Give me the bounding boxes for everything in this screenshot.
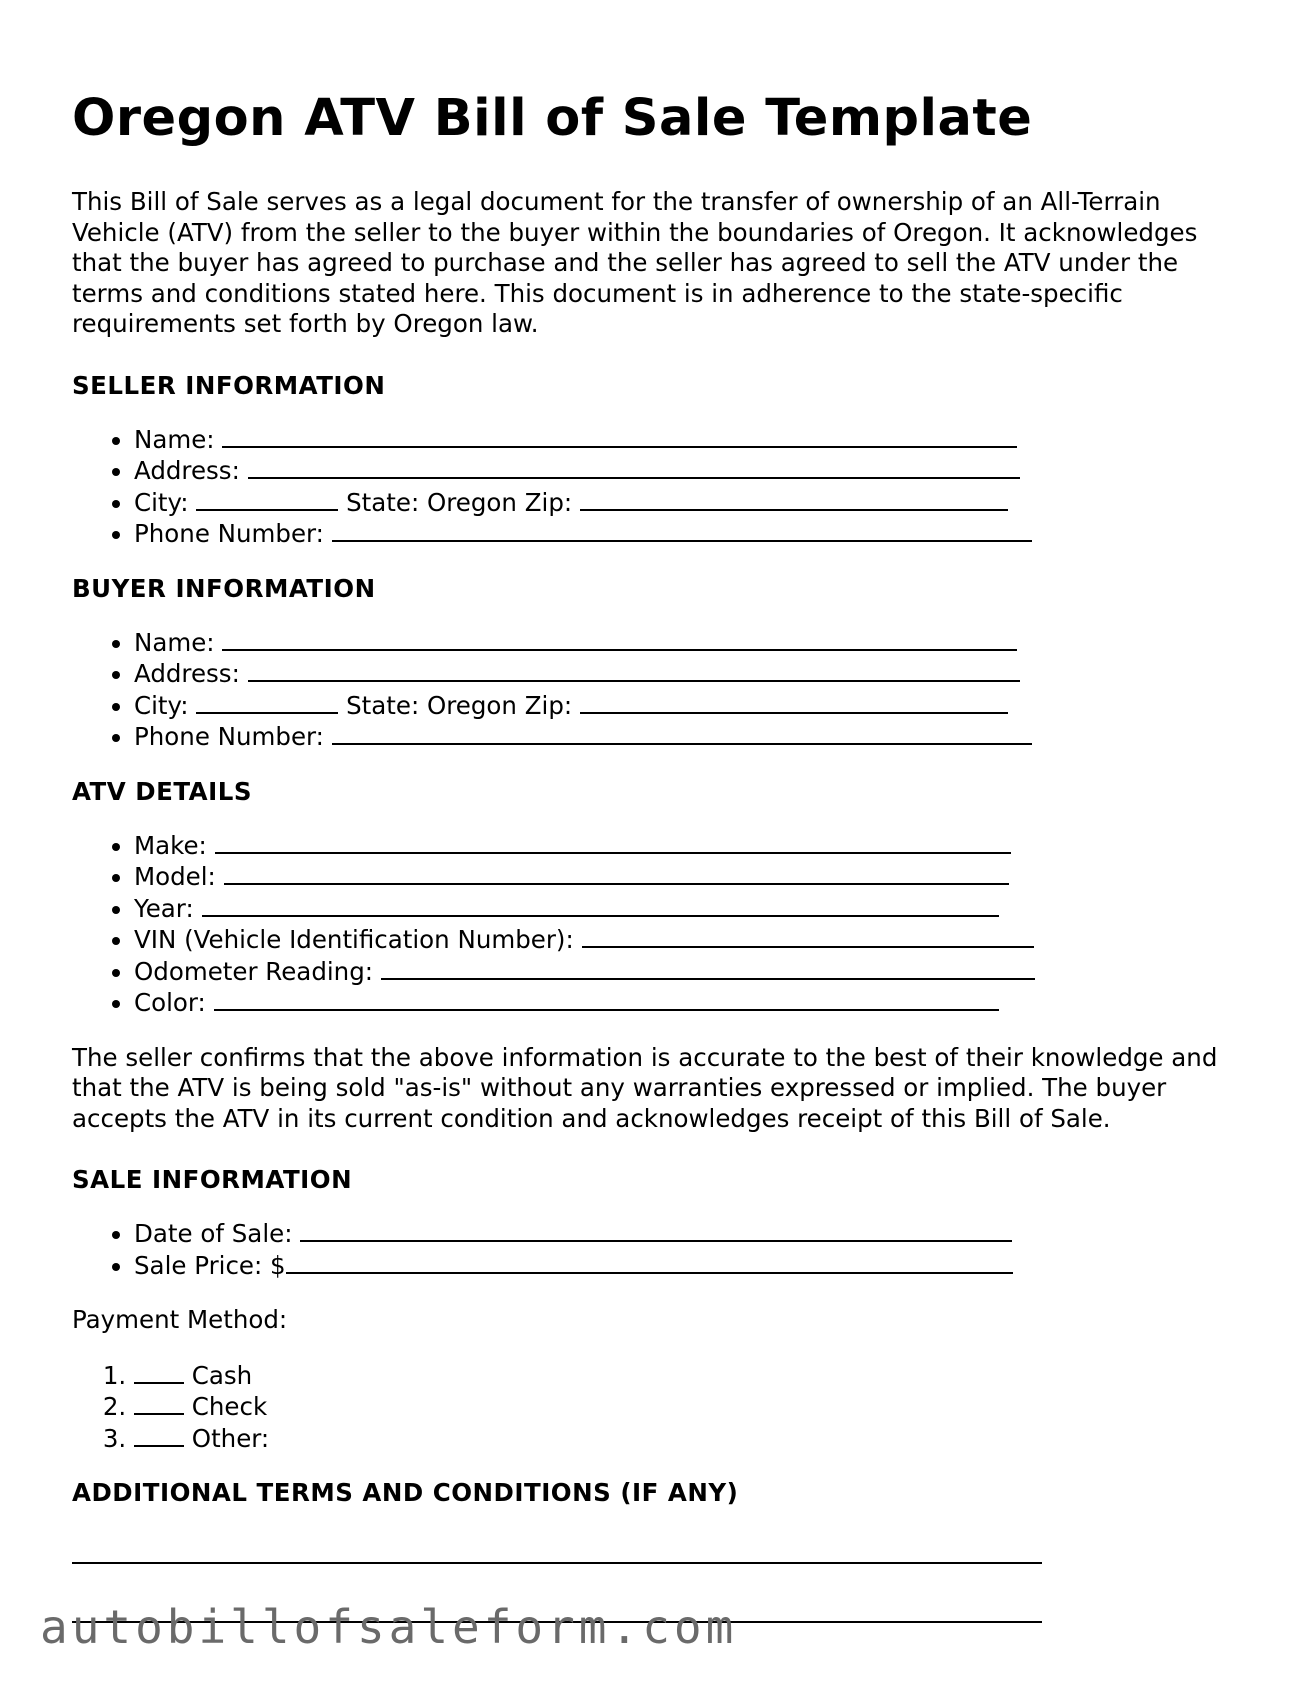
buyer-city-item [134, 690, 1242, 722]
seller-address-item [134, 455, 1242, 487]
sale-heading: SALE INFORMATION [72, 1165, 353, 1195]
payment-other-field[interactable] [134, 1423, 184, 1447]
seller-phone-item [134, 518, 1242, 550]
payment-cash-field[interactable] [134, 1360, 184, 1384]
atv-color-item [134, 987, 1242, 1019]
atv-year-item [134, 893, 1242, 925]
buyer-city-field[interactable] [196, 690, 338, 714]
atv-model-field[interactable] [224, 861, 1009, 885]
payment-cash-label: Cash [191, 1360, 253, 1390]
buyer-address-item [134, 658, 1242, 690]
buyer-city-label: City: [134, 690, 189, 720]
payment-other-item [134, 1423, 1242, 1455]
seller-address-label: Address: [134, 456, 240, 486]
sale-price-label: Sale Price: $ [134, 1250, 286, 1280]
atv-vin-item [134, 924, 1242, 956]
seller-zip-field[interactable] [580, 487, 1008, 511]
sale-date-field[interactable] [300, 1218, 1012, 1242]
payment-other-label: Other: [191, 1423, 270, 1453]
buyer-state-zip-label: State: Oregon Zip: [346, 690, 573, 720]
atv-odometer-label: Odometer Reading: [134, 956, 374, 986]
atv-odometer-item [134, 956, 1242, 988]
buyer-list [72, 627, 1242, 753]
document-page [72, 88, 1242, 1678]
seller-name-label: Name: [134, 424, 215, 454]
seller-name-item [134, 424, 1242, 456]
payment-check-item [134, 1391, 1242, 1423]
seller-heading: SELLER INFORMATION [72, 370, 386, 400]
atv-heading: ATV DETAILS [72, 776, 252, 806]
sale-date-item [134, 1218, 1242, 1250]
seller-address-field[interactable] [248, 455, 1020, 479]
atv-vin-label: VIN (Vehicle Identification Number): [134, 925, 574, 955]
buyer-name-item [134, 627, 1242, 659]
payment-method-label: Payment Method: [72, 1305, 288, 1335]
seller-city-item [134, 487, 1242, 519]
buyer-name-label: Name: [134, 627, 215, 657]
payment-check-field[interactable] [134, 1391, 184, 1415]
atv-year-label: Year: [134, 893, 194, 923]
seller-state-zip-label: State: Oregon Zip: [346, 487, 573, 517]
atv-list [72, 830, 1242, 1019]
atv-color-label: Color: [134, 988, 206, 1018]
payment-methods-list [72, 1360, 1242, 1455]
seller-phone-label: Phone Number: [134, 519, 324, 549]
intro-paragraph: This Bill of Sale serves as a legal document for the transfer of ownership of an All-Terrain Vehicle (ATV) from the seller to the buyer within the boundaries of Oregon. It acknowledges that the buyer has agreed to purchase and the seller has agreed to sell the ATV under the terms and conditions stated here. This document is in adherence to the state-specific requirements set forth by Oregon law. [72, 187, 1198, 339]
buyer-address-label: Address: [134, 659, 240, 689]
sale-list [72, 1218, 1242, 1281]
seller-name-field[interactable] [222, 424, 1017, 448]
buyer-name-field[interactable] [222, 627, 1017, 651]
terms-heading: ADDITIONAL TERMS AND CONDITIONS (IF ANY) [72, 1478, 739, 1508]
buyer-phone-label: Phone Number: [134, 722, 324, 752]
atv-make-item [134, 830, 1242, 862]
atv-model-item [134, 861, 1242, 893]
atv-model-label: Model: [134, 862, 216, 892]
sale-price-field[interactable] [286, 1250, 1013, 1274]
buyer-heading: BUYER INFORMATION [72, 573, 376, 603]
sale-price-item [134, 1250, 1242, 1282]
confirmation-paragraph: The seller confirms that the above information is accurate to the best of their knowledge and that the ATV is being sold "as-is" without any warranties expressed or implied. The buyer accepts the ATV in its current condition and acknowledges receipt of this Bill of Sale. [72, 1042, 1218, 1133]
payment-cash-item [134, 1360, 1242, 1392]
buyer-address-field[interactable] [248, 658, 1020, 682]
seller-city-label: City: [134, 487, 189, 517]
terms-line[interactable] [72, 1560, 1042, 1564]
seller-list [72, 424, 1242, 550]
buyer-zip-field[interactable] [580, 690, 1008, 714]
atv-vin-field[interactable] [582, 924, 1034, 948]
atv-year-field[interactable] [202, 893, 999, 917]
atv-make-field[interactable] [215, 830, 1011, 854]
buyer-phone-item [134, 721, 1242, 753]
seller-phone-field[interactable] [332, 518, 1032, 542]
atv-odometer-field[interactable] [381, 956, 1035, 980]
page-title: Oregon ATV Bill of Sale Template [72, 89, 1033, 148]
payment-check-label: Check [191, 1392, 268, 1422]
watermark-text: autobillofsaleform.com [40, 1600, 738, 1654]
atv-make-label: Make: [134, 830, 207, 860]
buyer-phone-field[interactable] [332, 721, 1032, 745]
atv-color-field[interactable] [214, 987, 999, 1011]
sale-date-label: Date of Sale: [134, 1219, 293, 1249]
seller-city-field[interactable] [196, 487, 338, 511]
